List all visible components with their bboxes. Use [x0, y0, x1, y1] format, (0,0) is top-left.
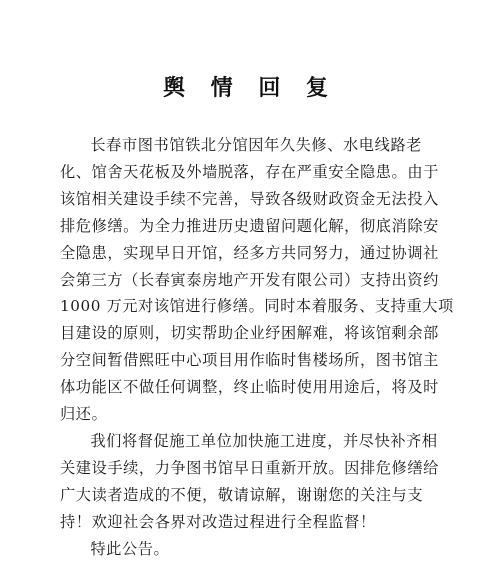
document-title: 舆 情 回 复: [163, 75, 337, 101]
text-line: 会第三方（长春寅泰房地产开发有限公司）支持出资约: [60, 270, 439, 289]
text-line: 关建设手续，力争图书馆早日重新开放。因排危修缮给: [60, 458, 439, 477]
text-line: 归还。: [60, 405, 108, 424]
text-line: 体功能区不做任何调整，终止临时使用用途后，将及时: [60, 378, 439, 397]
text-line: 化、馆舍天花板及外墙脱落，存在严重安全隐患。由于: [60, 162, 439, 181]
text-line: 分空间暂借熙旺中心项目用作临时售楼场所，图书馆主: [60, 351, 439, 370]
text-line: 持！欢迎社会各界对改造过程进行全程监督！: [60, 512, 376, 531]
text-line: 排危修缮。为全力推进历史遗留问题化解，彻底消除安: [60, 216, 439, 235]
paragraph-2: [60, 428, 440, 536]
text-line: 该馆相关建设手续不完善，导致各级财政资金无法投入: [60, 189, 439, 208]
text-line: 长春市图书馆铁北分馆因年久失修、水电线路老: [90, 136, 422, 154]
text-line: 目建设的原则，切实帮助企业纾困解难，将该馆剩余部: [60, 324, 439, 343]
text-line: 1000 万元对该馆进行修缮。同时本着服务、支持重大项: [60, 297, 454, 316]
text-line: 广大读者造成的不便，敬请谅解，谢谢您的关注与支: [60, 485, 424, 504]
closing-notice: 特此公告。: [90, 539, 170, 558]
text-line: 全隐患，实现早日开馆，经多方共同努力，通过协调社: [60, 243, 439, 262]
paragraph-1: [60, 132, 454, 428]
text-line: 我们将督促施工单位加快施工进度，并尽快补齐相: [90, 431, 438, 450]
document-body: [60, 132, 454, 563]
